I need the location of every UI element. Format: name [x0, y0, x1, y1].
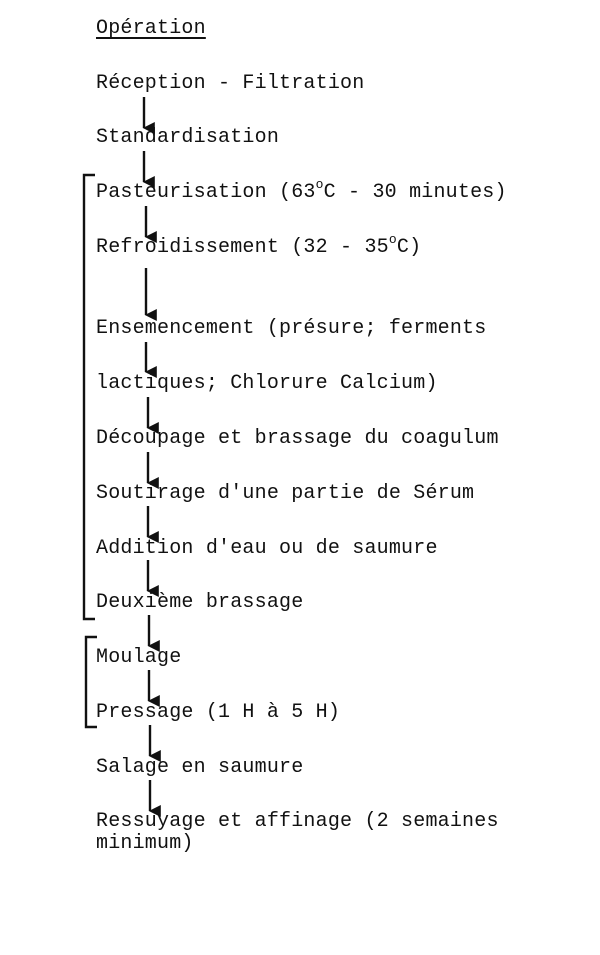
pasteurisation-text-start: Pasteurisation (63 — [96, 181, 316, 204]
step-moulage: Moulage — [96, 646, 182, 669]
refroidissement-text-start: Refroidissement (32 - 35 — [96, 236, 389, 259]
refroidissement-text-end: C) — [396, 236, 422, 259]
step-salage-saumure: Salage en saumure — [96, 756, 304, 779]
step-reception-filtration: Réception - Filtration — [96, 72, 365, 95]
diagram-title: Opération — [96, 17, 206, 40]
bracket-moulage-pressage — [86, 637, 97, 727]
step-ensemencement-continued: lactiques; Chlorure Calcium) — [96, 372, 438, 395]
step-decoupage-brassage: Découpage et brassage du coagulum — [96, 427, 499, 450]
step-pressage: Pressage (1 H à 5 H) — [96, 701, 341, 724]
step-ensemencement: Ensemencement (présure; ferments — [96, 317, 487, 340]
step-soutirage-serum: Soutirage d'une partie de Sérum — [96, 482, 475, 505]
degree-symbol: o — [388, 232, 397, 247]
pasteurisation-text-end: C - 30 minutes) — [323, 181, 507, 204]
bracket-cheese-making — [84, 175, 95, 619]
step-standardisation: Standardisation — [96, 126, 280, 149]
step-deuxieme-brassage: Deuxième brassage — [96, 591, 304, 614]
step-addition-eau-saumure: Addition d'eau ou de saumure — [96, 537, 438, 560]
degree-symbol: o — [315, 177, 324, 192]
step-ressuyage-affinage: Ressuyage et affinage (2 semaines minimum) — [96, 810, 499, 855]
